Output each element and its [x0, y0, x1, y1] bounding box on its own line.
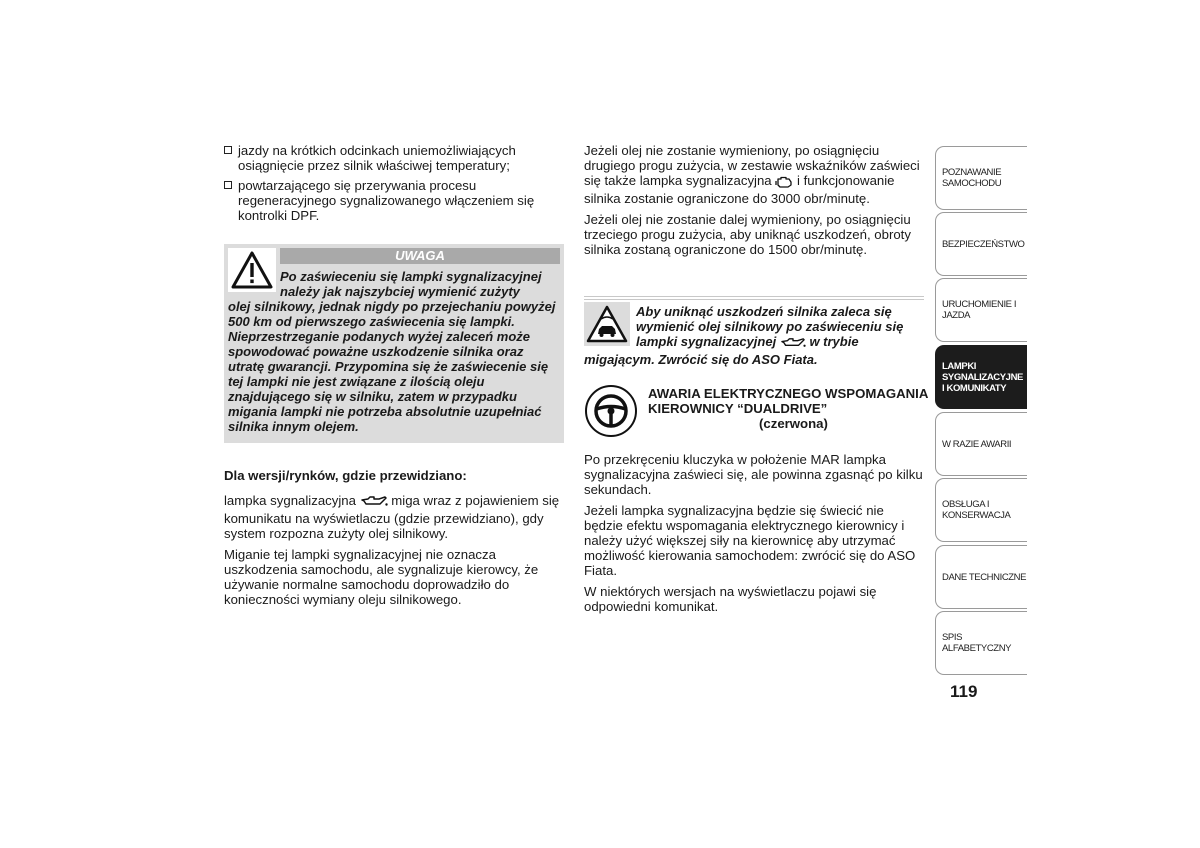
left-column	[224, 143, 564, 228]
page-number: 119	[950, 682, 978, 701]
section-color-label: (czerwona)	[759, 416, 828, 431]
paragraph	[584, 143, 924, 206]
checkbox-bullet-icon	[224, 181, 232, 189]
warning-text	[228, 269, 560, 434]
tab-lampki-sygnalizacyjne[interactable]	[935, 345, 1027, 409]
left-lower-section	[224, 468, 564, 613]
tab-uruchomienie-i-jazda[interactable]	[935, 278, 1027, 342]
section-title: AWARIA ELEKTRYCZNEGO WSPOMAGANIA KIEROWNICY “DUALDRIVE”	[648, 386, 928, 416]
paragraph-text: miga wraz z pojawieniem się komunikatu na wyświetlaczu (gdzie przewidziano), gdy system rozpozna zużyty olej silnikowy.	[224, 493, 560, 541]
paragraph: W niektórych wersjach na wyświetlaczu pojawi się odpowiedni komunikat.	[584, 584, 877, 614]
notice-text	[584, 304, 924, 367]
tab-poznawanie-samochodu[interactable]	[935, 146, 1027, 210]
paragraph	[224, 493, 564, 541]
notice-text-part1	[584, 304, 924, 352]
oil-can-icon	[780, 337, 806, 352]
section-heading	[648, 386, 928, 416]
warning-text-part1: Po zaświeceniu się lampki sygnalizacyjnej należy jak najszybciej wymienić zużyty	[280, 269, 542, 299]
warning-text-part2: olej silnikowy, jednak nigdy po przejechaniu powyżej 500 km od pierwszego zaświecenia się lampki. Nieprzestrzeganie podanych wyżej zaleceń może spowodować poważne uszkodzenie silnika oraz utratę gwarancji. Przypomina się że zaświecenie się tej lampki nie jest związane z ilością oleju znajdującego się w silniku, zatem w przypadku migania lampki nie potrzeba absolutnie uzupełniać silnika innym olejem.	[228, 299, 556, 434]
divider	[584, 296, 924, 297]
bullet-text: jazdy na krótkich odcinkach uniemożliwiających osiągnięcie przez silnik właściwej temperatury;	[238, 143, 516, 173]
bullet-item	[224, 178, 564, 223]
bullet-item	[224, 143, 564, 173]
tab-obsluga-i-konserwacja[interactable]	[935, 478, 1027, 542]
paragraph-text: i funkcjonowanie silnika zostanie ograniczone do 3000 obr/minutę.	[584, 173, 895, 206]
tab-label: POZNAWANIE SAMOCHODU	[942, 167, 1002, 189]
tab-label: DANE TECHNICZNE	[942, 571, 1027, 583]
warning-heading: UWAGA	[280, 248, 560, 264]
oil-can-icon	[360, 495, 388, 511]
tab-label: OBSŁUGA I KONSERWACJA	[942, 499, 1011, 521]
steering-wheel-icon	[584, 384, 638, 438]
tab-label: URUCHOMIENIE I JAZDA	[942, 299, 1017, 321]
tab-w-razie-awarii[interactable]	[935, 412, 1027, 476]
right-column	[584, 143, 924, 263]
tab-label: BEZPIECZEŃSTWO	[942, 238, 1025, 250]
tab-label: W RAZIE AWARII	[942, 438, 1012, 450]
paragraph: Jeżeli olej nie zostanie dalej wymieniony, po osiągnięciu trzeciego progu zużycia, aby uniknąć uszkodzeń, obroty silnika zostaną ograniczone do 1500 obr/minutę.	[584, 212, 911, 257]
divider	[584, 299, 924, 300]
notice-text-line: w trybie	[809, 334, 859, 349]
notice-text-line: Aby uniknąć uszkodzeń silnika zaleca się wymienić olej silnikowy po zaświeceniu się lampki sygnalizacyjnej	[636, 304, 904, 349]
paragraph: Miganie tej lampki sygnalizacyjnej nie oznacza uszkodzenia samochodu, ale sygnalizuje kierowcy, że używanie normalne samochodu doprowadziło do konieczności wymiany oleju silnikowego.	[224, 547, 539, 607]
tab-spis-alfabetyczny[interactable]	[935, 611, 1027, 675]
paragraph: Po przekręceniu kluczyka w położenie MAR lampka sygnalizacyjna zaświeci się, ale powinna zgasnąć po kilku sekundach.	[584, 452, 923, 497]
engine-icon	[775, 176, 793, 191]
notice-text-part2: migającym. Zwrócić się do ASO Fiata.	[584, 352, 818, 367]
paragraph-text: lampka sygnalizacyjna	[224, 493, 356, 508]
tab-bezpieczenstwo[interactable]	[935, 212, 1027, 276]
bullet-text: powtarzającego się przerywania procesu regeneracyjnego sygnalizowanego włączeniem się kontrolki DPF.	[238, 178, 535, 223]
tab-label: LAMPKI SYGNALIZACYJNE I KOMUNIKATY	[942, 360, 1023, 394]
right-lower-section	[584, 452, 924, 620]
paragraph-text: Jeżeli olej nie zostanie wymieniony, po osiągnięciu drugiego progu zużycia, w zestawie wskaźników zaświeci się także lampka sygnalizacyjna	[584, 143, 920, 188]
tab-dane-techniczne[interactable]	[935, 545, 1027, 609]
checkbox-bullet-icon	[224, 146, 232, 154]
tab-label: SPIS ALFABETYCZNY	[942, 632, 1012, 654]
subheading: Dla wersji/rynków, gdzie przewidziano:	[224, 468, 467, 483]
paragraph: Jeżeli lampka sygnalizacyjna będzie się świecić nie będzie efektu wspomagania elektrycznego kierownicy i należy użyć większej siły na kierownicę aby utrzymać możliwość kierowania samochodem: zwrócić się do ASO Fiata.	[584, 503, 916, 578]
warning-box	[224, 244, 564, 443]
